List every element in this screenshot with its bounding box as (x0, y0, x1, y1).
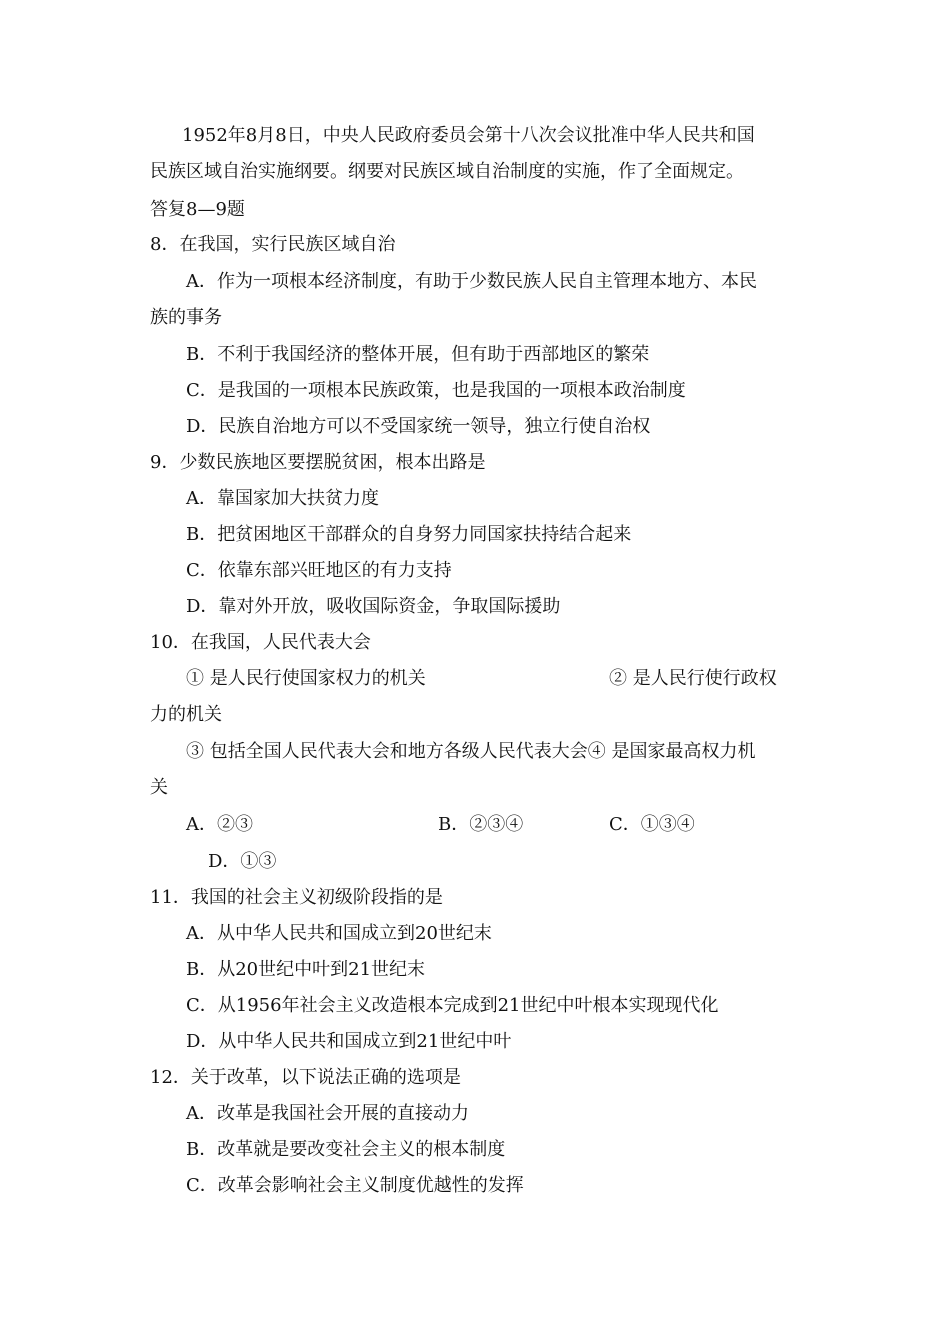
question-8-stem: 8．在我国，实行民族区域自治 (150, 234, 396, 255)
intro-line-3: 答复8—9题 (150, 199, 245, 220)
question-12-option-a: A．改革是我国社会开展的直接动力 (186, 1103, 469, 1124)
question-10-statement-3-4: ③ 包括全国人民代表大会和地方各级人民代表大会④ 是国家最高权力机 (186, 741, 756, 762)
question-9-stem: 9．少数民族地区要摆脱贫困，根本出路是 (150, 452, 486, 473)
question-9-option-a: A．靠国家加大扶贫力度 (186, 488, 379, 509)
question-12-option-c: C．改革会影响社会主义制度优越性的发挥 (186, 1175, 524, 1196)
question-11-option-d: D．从中华人民共和国成立到21世纪中叶 (186, 1031, 512, 1052)
question-10-option-d: D．①③ (208, 851, 277, 872)
intro-line-2: 民族区域自治实施纲要。纲要对民族区域自治制度的实施，作了全面规定。 (150, 161, 744, 182)
question-10-statement-1: ① 是人民行使国家权力的机关 (186, 668, 426, 689)
question-10-option-a: A．②③ (186, 814, 253, 835)
question-8-option-c: C．是我国的一项根本民族政策，也是我国的一项根本政治制度 (186, 380, 686, 401)
question-11-option-b: B．从20世纪中叶到21世纪末 (186, 959, 426, 980)
intro-line-1: 1952年8月8日，中央人民政府委员会第十八次会议批准中华人民共和国 (182, 125, 755, 146)
question-8-option-a: A．作为一项根本经济制度，有助于少数民族人民自主管理本地方、本民 (186, 271, 757, 292)
question-11-option-a: A．从中华人民共和国成立到20世纪末 (186, 923, 492, 944)
question-9-option-c: C．依靠东部兴旺地区的有力支持 (186, 560, 452, 581)
question-11-stem: 11．我国的社会主义初级阶段指的是 (150, 887, 443, 908)
question-10-option-b: B．②③④ (438, 814, 524, 835)
question-8-option-d: D．民族自治地方可以不受国家统一领导，独立行使自治权 (186, 416, 651, 437)
question-10-statement-2-cont: 力的机关 (150, 704, 222, 725)
question-8-option-b: B．不利于我国经济的整体开展，但有助于西部地区的繁荣 (186, 344, 650, 365)
question-10-option-c: C．①③④ (609, 814, 695, 835)
question-12-option-b: B．改革就是要改变社会主义的根本制度 (186, 1139, 506, 1160)
question-9-option-b: B．把贫困地区干部群众的自身努力同国家扶持结合起来 (186, 524, 632, 545)
question-10-stem: 10．在我国，人民代表大会 (150, 632, 371, 653)
question-11-option-c: C．从1956年社会主义改造根本完成到21世纪中叶根本实现现代化 (186, 995, 719, 1016)
question-10-statement-4-cont: 关 (150, 777, 168, 798)
question-8-option-a-cont: 族的事务 (150, 307, 222, 328)
question-9-option-d: D．靠对外开放，吸收国际资金，争取国际援助 (186, 596, 561, 617)
question-12-stem: 12．关于改革，以下说法正确的选项是 (150, 1067, 461, 1088)
question-10-statement-2: ② 是人民行使行政权 (609, 668, 777, 689)
